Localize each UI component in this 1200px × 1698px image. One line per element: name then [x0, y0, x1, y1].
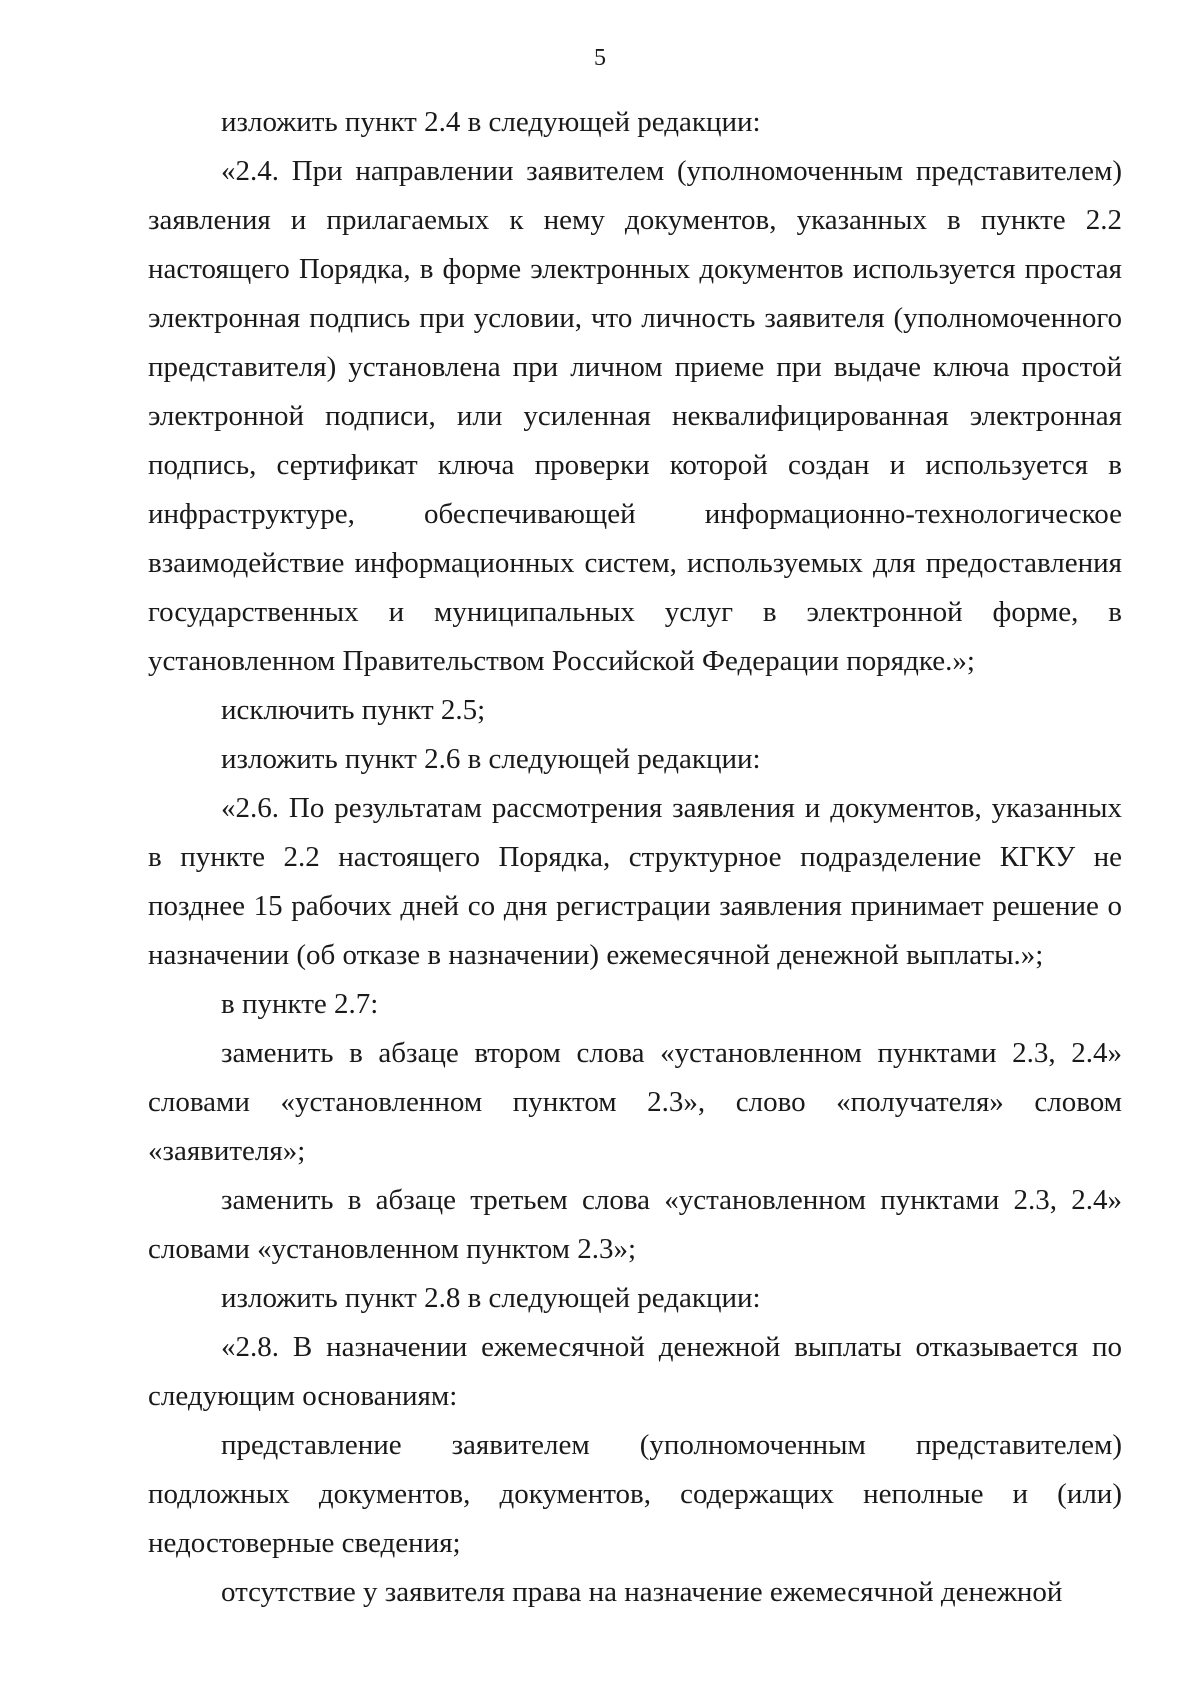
paragraph-2-8-ground-2: отсутствие у заявителя права на назначение ежемесячной денежной: [221, 1576, 1063, 1608]
paragraph-2-7-abzac-2: заменить в абзаце втором слова «установленном пунктами 2.3, 2.4» словами «установленном пунктом 2.3», слово «получателя» словом «заявителя»;: [148, 1037, 1122, 1167]
paragraph-exclude-2-5: исключить пункт 2.5;: [221, 694, 486, 726]
paragraph-2-8-text: «2.8. В назначении ежемесячной денежной выплаты отказывается по следующим основаниям:: [148, 1331, 1122, 1412]
paragraph-2-7-intro: в пункте 2.7:: [221, 988, 379, 1020]
paragraph-2-7-abzac-3: заменить в абзаце третьем слова «установленном пунктами 2.3, 2.4» словами «установленном пунктом 2.3»;: [148, 1184, 1122, 1265]
paragraph-2-4-text: «2.4. При направлении заявителем (уполномоченным представителем) заявления и прилагаемых к нему документов, указанных в пункте 2.2 настоящего Порядка, в форме электронных документов используется простая электронная подпись при условии, что личность заявителя (уполномоченного представителя) установлена при личном приеме при выдаче ключа простой электронной подписи, или усиленная неквалифицированная электронная подпись, сертификат ключа проверки которой создан и используется в инфраструктуре, обеспечивающей информационно-технологическое взаимодействие информационных систем, используемых для предоставления государственных и муниципальных услуг в электронной форме, в установленном Правительством Российской Федерации порядке.»;: [148, 155, 1122, 677]
document-body: [148, 98, 1122, 1617]
paragraph-2-6-intro: изложить пункт 2.6 в следующей редакции:: [221, 743, 761, 775]
paragraph-2-8-ground-1: представление заявителем (уполномоченным представителем) подложных документов, документов, содержащих неполные и (или) недостоверные сведения;: [148, 1429, 1122, 1559]
page-number: 5: [594, 45, 606, 71]
paragraph-2-6-text: «2.6. По результатам рассмотрения заявления и документов, указанных в пункте 2.2 настоящего Порядка, структурное подразделение КГКУ не позднее 15 рабочих дней со дня регистрации заявления принимает решение о назначении (об отказе в назначении) ежемесячной денежной выплаты.»;: [148, 792, 1122, 971]
paragraph-2-8-intro: изложить пункт 2.8 в следующей редакции:: [221, 1282, 761, 1314]
paragraph-2-4-intro: изложить пункт 2.4 в следующей редакции:: [221, 106, 761, 138]
